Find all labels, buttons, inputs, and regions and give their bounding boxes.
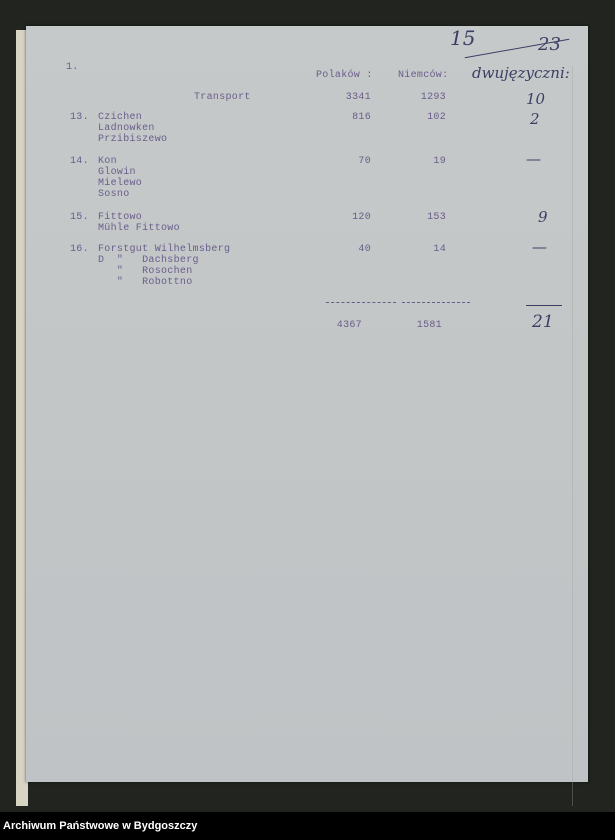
- archive-footer: Archiwum Państwowe w Bydgoszczy: [0, 812, 615, 840]
- transport-bilingual: 10: [526, 90, 546, 108]
- entry-14-place-2: Glowin: [98, 167, 136, 178]
- entry-16-poles: 40: [358, 244, 371, 255]
- sum-rule-poles: [326, 302, 396, 303]
- entry-16-number: 16.: [70, 244, 89, 255]
- entry-15-place-1: Fittowo: [98, 212, 143, 223]
- handwritten-number-a: 15: [450, 26, 476, 50]
- entry-14-place-4: Sosno: [98, 189, 130, 200]
- entry-13-poles: 816: [352, 112, 371, 123]
- entry-15-poles: 120: [352, 212, 371, 223]
- handwritten-number-b: 23: [538, 34, 561, 55]
- header-bilingual: dwujęzyczni:: [472, 64, 570, 82]
- entry-13-bilingual: 2: [530, 110, 540, 128]
- total-germans: 1581: [416, 320, 442, 331]
- transport-germans: 1293: [420, 92, 446, 103]
- entry-15-germans: 153: [427, 212, 446, 223]
- entry-14-place-3: Mielewo: [98, 178, 143, 189]
- header-germans: Niemców:: [398, 70, 449, 81]
- sum-rule-bilingual: [526, 305, 562, 306]
- sum-rule-germans: [402, 302, 470, 303]
- fold-line: [572, 66, 573, 806]
- entry-13-place-1: Czichen: [98, 112, 143, 123]
- entry-14-place-1: Kon: [98, 156, 117, 167]
- entry-13-place-3: Przibiszewo: [98, 134, 168, 145]
- header-poles: Polaków :: [316, 70, 373, 81]
- entry-16-place-2: D " Dachsberg: [98, 255, 199, 266]
- entry-14-bilingual: —: [526, 150, 541, 168]
- total-bilingual: 21: [532, 312, 554, 332]
- entry-13-number: 13.: [70, 112, 89, 123]
- entry-16-germans: 14: [433, 244, 446, 255]
- entry-13-place-2: Ladnowken: [98, 123, 155, 134]
- entry-15-place-2: Mühle Fittowo: [98, 223, 180, 234]
- entry-14-poles: 70: [358, 156, 371, 167]
- transport-label: Transport: [194, 92, 251, 103]
- page-number: 1.: [66, 62, 79, 73]
- entry-14-germans: 19: [433, 156, 446, 167]
- entry-16-place-1: Forstgut Wilhelmsberg: [98, 244, 231, 255]
- total-poles: 4367: [336, 320, 362, 331]
- entry-14-number: 14.: [70, 156, 89, 167]
- entry-13-germans: 102: [427, 112, 446, 123]
- transport-poles: 3341: [345, 92, 371, 103]
- entry-16-place-3: " Rosochen: [98, 266, 193, 277]
- entry-16-place-4: " Robottno: [98, 277, 193, 288]
- entry-15-bilingual: 9: [538, 208, 548, 226]
- entry-16-bilingual: —: [532, 238, 547, 256]
- entry-15-number: 15.: [70, 212, 89, 223]
- document-page: [26, 26, 588, 782]
